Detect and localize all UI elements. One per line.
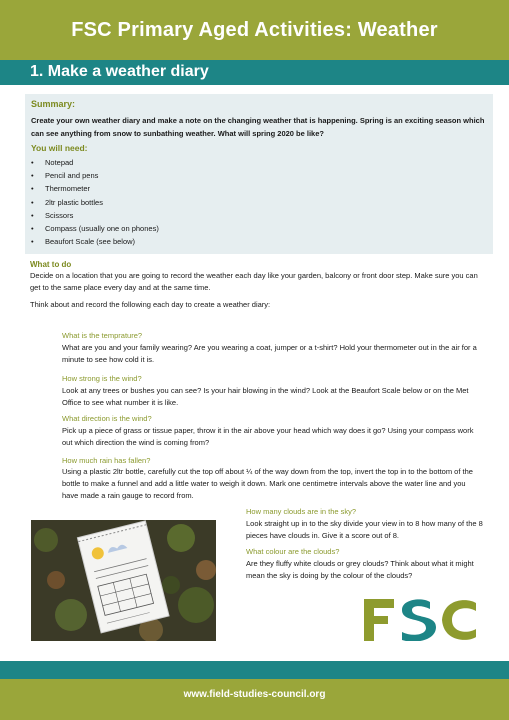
list-item: • Thermometer — [31, 182, 159, 195]
list-item: • Pencil and pens — [31, 169, 159, 182]
weather-diary-illustration — [31, 520, 216, 641]
question-temperature: What is the temprature? — [62, 331, 143, 340]
question-cloud-cover: How many clouds are in the sky? — [246, 507, 357, 516]
page-title: FSC Primary Aged Activities: Weather — [71, 19, 438, 41]
question-rainfall: How much rain has fallen? — [62, 456, 151, 465]
weather-diary-photo — [31, 520, 216, 641]
list-item: • Scissors — [31, 209, 159, 222]
header-banner — [0, 0, 509, 60]
section-title: 1. Make a weather diary — [30, 63, 209, 80]
answer-wind-strength: Look at any trees or bushes you can see? Is your hair blowing in the wind? Look at the Beaufort Scale below or on the Met Office to see what number it is like. — [62, 386, 469, 408]
you-will-need-heading: You will need: — [31, 143, 88, 153]
fsc-logo-mark — [364, 599, 476, 641]
answer-wind-direction: Pick up a piece of grass or tissue paper, throw it in the air above your head which way does it go? Using your compass work out which direction the wind is coming from? — [62, 426, 474, 448]
what-to-do-heading: What to do — [30, 260, 72, 269]
list-item: • Beaufort Scale (see below) — [31, 235, 159, 248]
question-cloud-colour: What colour are the clouds? — [246, 547, 340, 556]
answer-rainfall: Using a plastic 2ltr bottle, carefully cut the top off about ¼ of the way down from the top, invert the top in to the bottom of the bottle to make a funnel and add a little water to weigh it down. Mark one centimetre intervals above the water line and you have made a rain gauge to record from. — [62, 467, 473, 501]
list-item: • 2ltr plastic bottles — [31, 196, 159, 209]
equipment-list — [31, 156, 159, 248]
footer-website-link[interactable]: www.field-studies-council.org — [183, 689, 326, 700]
what-to-do-intro-2: Think about and record the following each day to create a weather diary: — [30, 300, 271, 309]
footer-teal-stripe — [0, 661, 509, 679]
list-item: • Notepad — [31, 156, 159, 169]
answer-temperature: What are you and your family wearing? Are you wearing a coat, jumper or a t-shirt? Hold your thermometer out in the air for a minute to see how cold it is. — [62, 343, 477, 365]
question-wind-strength: How strong is the wind? — [62, 374, 142, 383]
section-bar — [0, 60, 509, 85]
fsc-logo — [364, 599, 476, 641]
answer-cloud-cover: Look straight up in to the sky divide your view in to 8 how many of the 8 pieces have clouds in. Give it a score out of 8. — [246, 519, 483, 541]
footer — [0, 661, 509, 720]
what-to-do-intro: Decide on a location that you are going to record the weather each day like your garden, balcony or front door step. Make sure you can get to the same place every day and at the same time. — [30, 271, 478, 292]
summary-box — [25, 94, 493, 254]
summary-heading: Summary: — [31, 99, 76, 109]
list-item: • Compass (usually one on phones) — [31, 222, 159, 235]
answer-cloud-colour: Are they fluffy white clouds or grey clouds? Think about what it might mean the sky is doing by the colour of the clouds? — [246, 559, 474, 581]
question-wind-direction: What direction is the wind? — [62, 414, 152, 423]
summary-text: Create your own weather diary and make a note on the changing weather that is happening. Spring is an exciting season which can see anything from snow to sunbathing weather. What will spring 2020 be like? — [31, 116, 485, 138]
